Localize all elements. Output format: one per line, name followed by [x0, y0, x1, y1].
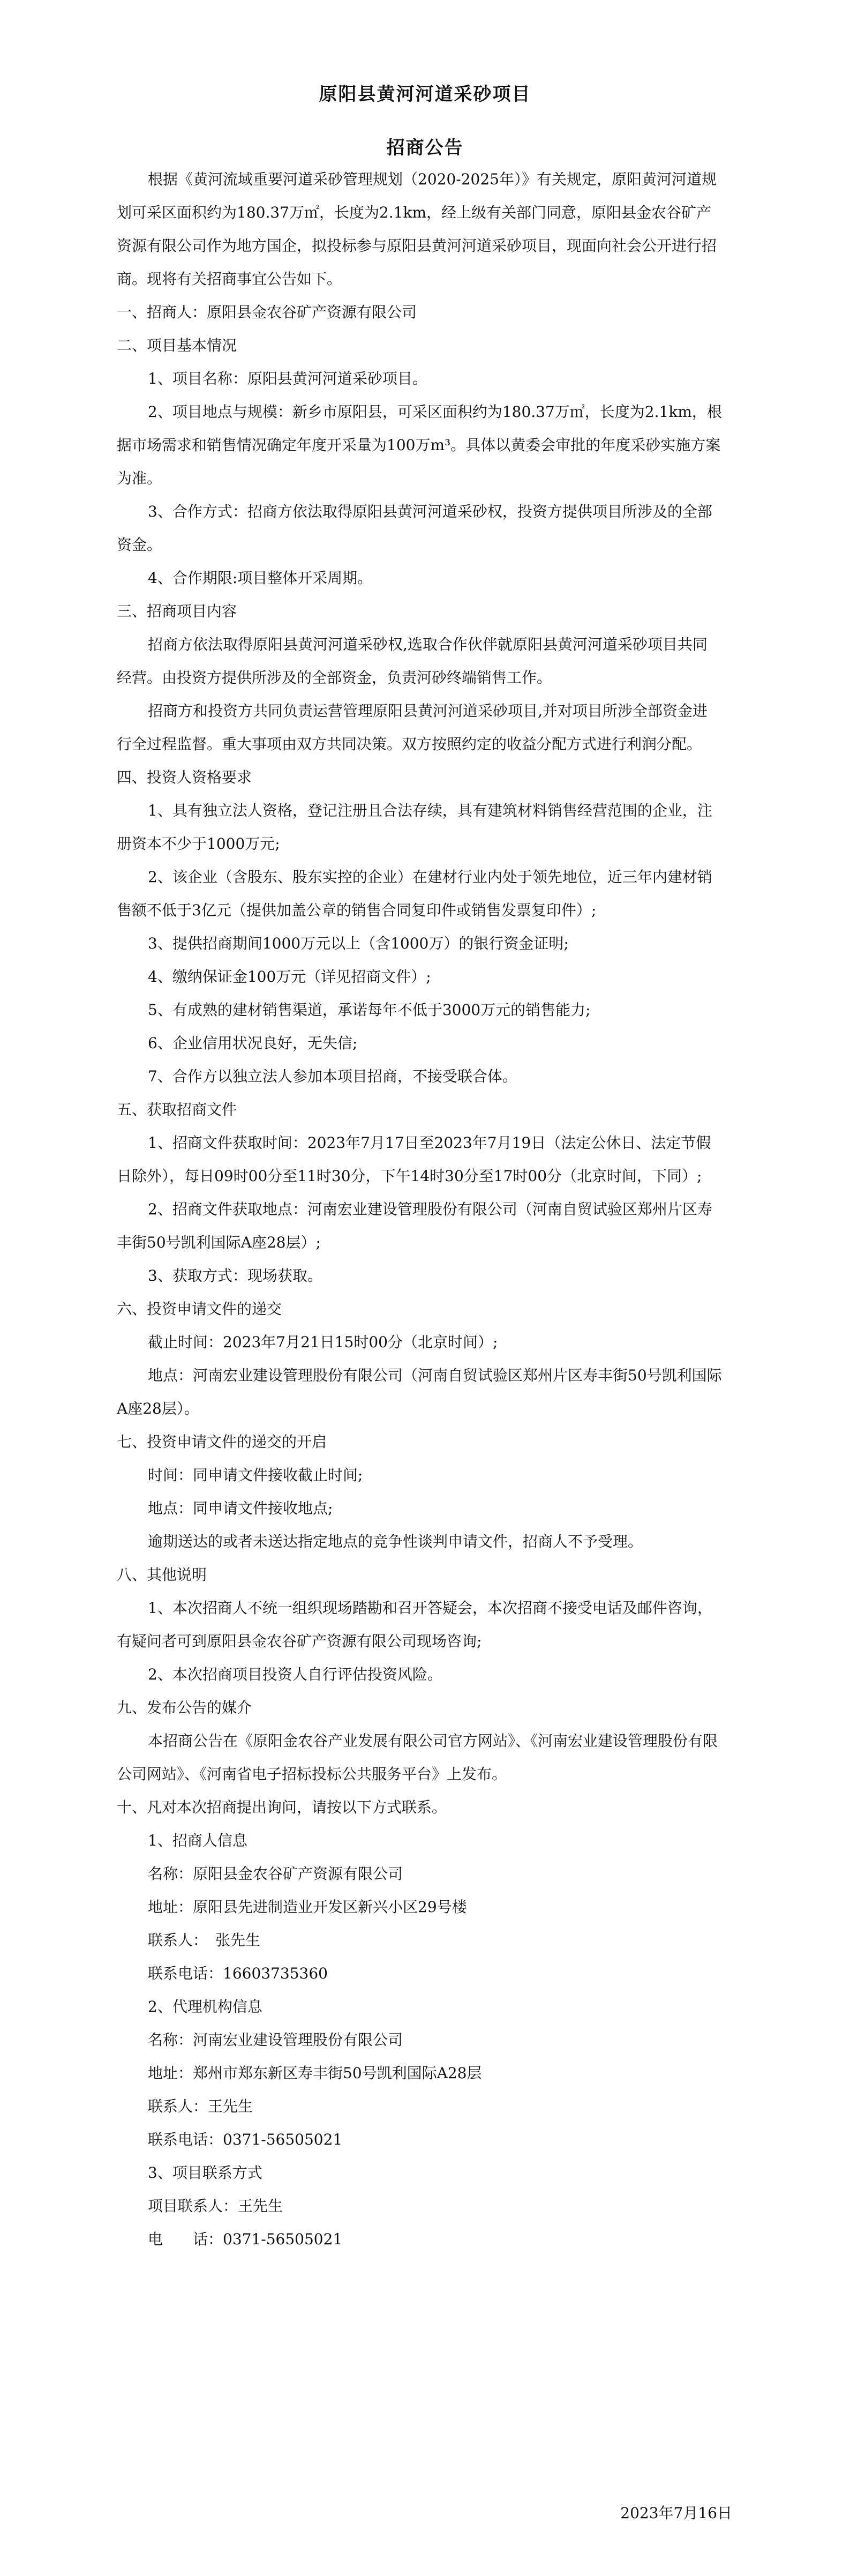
section-heading-4: 四、投资人资格要求 [117, 768, 252, 786]
paragraph: 2、该企业（含股东、股东实控的企业）在建材行业内处于领先地位，近三年内建材销售额不低于3亿元（提供加盖公章的销售合同复印件或销售发票复印件）; [117, 868, 712, 919]
contact-line: 名称：原阳县金农谷矿产资源有限公司 [148, 1865, 403, 1883]
paragraph: 招商方依法取得原阳县黄河河道采砂权,选取合作伙伴就原阳县黄河河道采砂项目共同经营。由投资方提供所涉及的全部资金，负责河砂终端销售工作。 [117, 636, 708, 686]
document-body [117, 163, 722, 2256]
contact-line: 电 话：0371-56505021 [148, 2230, 343, 2248]
paragraph: 2、项目地点与规模：新乡市原阳县，可采区面积约为180.37万㎡，长度为2.1km，根据市场需求和销售情况确定年度开采量为100万m³。具体以黄委会审批的年度采砂实施方案为准。 [117, 403, 722, 487]
section-heading-2: 二、项目基本情况 [117, 337, 237, 354]
paragraph: 3、获取方式：现场获取。 [148, 1267, 322, 1285]
paragraph: 1、项目名称：原阳县黄河河道采砂项目。 [148, 370, 427, 387]
paragraph: 地点：河南宏业建设管理股份有限公司（河南自贸试验区郑州片区寿丰街50号凯利国际A座28层）。 [117, 1367, 722, 1417]
paragraph: 2、招商文件获取地点：河南宏业建设管理股份有限公司（河南自贸试验区郑州片区寿丰街50号凯利国际A座28层）; [117, 1200, 712, 1251]
paragraph: 4、合作期限:项目整体开采周期。 [148, 569, 373, 587]
contact-line: 联系人： 张先生 [148, 1931, 261, 1949]
paragraph: 1、具有独立法人资格，登记注册且合法存续，具有建筑材料销售经营范围的企业，注册资本不少于1000万元; [117, 802, 712, 853]
paragraph: 地点：同申请文件接收地点; [148, 1499, 333, 1517]
contact-line: 地址：郑州市郑东新区寿丰街50号凯利国际A28层 [148, 2064, 482, 2082]
paragraph: 4、缴纳保证金100万元（详见招商文件）; [148, 968, 431, 985]
section-heading-6: 六、投资申请文件的递交 [117, 1300, 282, 1318]
contact-line: 名称：河南宏业建设管理股份有限公司 [148, 2031, 403, 2049]
section-heading-7: 七、投资申请文件的递交的开启 [117, 1433, 327, 1451]
contact-group-heading: 3、项目联系方式 [148, 2164, 262, 2182]
intro-paragraph: 根据《黄河流域重要河道采砂管理规划（2020-2025年）》有关规定，原阳黄河河道规划可采区面积约为180.37万㎡，长度为2.1km，经上级有关部门同意，原阳县金农谷矿产资源有限公司作为地方国企，拟投标参与原阳县黄河河道采砂项目，现面向社会公开进行招商。现将有关招商事宜公告如下。 [117, 170, 717, 288]
contact-group-heading: 1、招商人信息 [148, 1832, 247, 1849]
issue-date: 2023年7月16日 [620, 2504, 732, 2522]
paragraph: 时间：同申请文件接收截止时间; [148, 1466, 363, 1484]
contact-line: 联系电话：16603735360 [148, 1965, 328, 1982]
contact-line: 项目联系人：王先生 [148, 2197, 283, 2215]
paragraph: 3、合作方式：招商方依法取得原阳县黄河河道采砂权，投资方提供项目所涉及的全部资金。 [117, 503, 712, 554]
paragraph: 招商方和投资方共同负责运营管理原阳县黄河河道采砂项目,并对项目所涉全部资金进行全过程监督。重大事项由双方共同决策。双方按照约定的收益分配方式进行利润分配。 [117, 702, 708, 753]
section-heading-5: 五、获取招商文件 [117, 1101, 237, 1118]
paragraph: 逾期送达的或者未送达指定地点的竞争性谈判申请文件，招商人不予受理。 [148, 1533, 643, 1550]
section-heading-8: 八、其他说明 [117, 1566, 207, 1584]
paragraph: 5、有成熟的建材销售渠道，承诺每年不低于3000万元的销售能力; [148, 1001, 591, 1019]
contact-line: 联系电话：0371-56505021 [148, 2131, 343, 2148]
page-title: 原阳县黄河河道采砂项目 [319, 84, 531, 105]
section-heading-9: 九、发布公告的媒介 [117, 1699, 252, 1716]
section-heading-1: 一、招商人：原阳县金农谷矿产资源有限公司 [117, 303, 417, 321]
section-heading-3: 三、招商项目内容 [117, 602, 237, 620]
paragraph: 7、合作方以独立法人参加本项目招商，不接受联合体。 [148, 1067, 517, 1085]
contact-line: 联系人：王先生 [148, 2097, 253, 2115]
paragraph: 3、提供招商期间1000万元以上（含1000万）的银行资金证明; [148, 935, 569, 952]
contact-line: 地址：原阳县先进制造业开发区新兴小区29号楼 [148, 1898, 467, 1916]
section-heading-10: 十、凡对本次招商提出询问，请按以下方式联系。 [117, 1798, 447, 1816]
contact-group-heading: 2、代理机构信息 [148, 1998, 262, 2015]
paragraph: 1、招商文件获取时间：2023年7月17日至2023年7月19日（法定公休日、法定节假日除外），每日09时00分至11时30分，下午14时30分至17时00分（北京时间，下同）; [117, 1134, 711, 1185]
paragraph: 1、本次招商人不统一组织现场踏勘和召开答疑会，本次招商不接受电话及邮件咨询，有疑问者可到原阳县金农谷矿产资源有限公司现场咨询; [117, 1599, 712, 1650]
paragraph: 截止时间：2023年7月21日15时00分（北京时间）; [148, 1333, 498, 1351]
paragraph: 6、企业信用状况良好，无失信; [148, 1034, 358, 1052]
paragraph: 本招商公告在《原阳金农谷产业发展有限公司官方网站》、《河南宏业建设管理股份有限公司网站》、《河南省电子招标投标公共服务平台》上发布。 [117, 1732, 718, 1783]
page-subtitle: 招商公告 [386, 137, 464, 159]
paragraph: 2、本次招商项目投资人自行评估投资风险。 [148, 1666, 442, 1683]
